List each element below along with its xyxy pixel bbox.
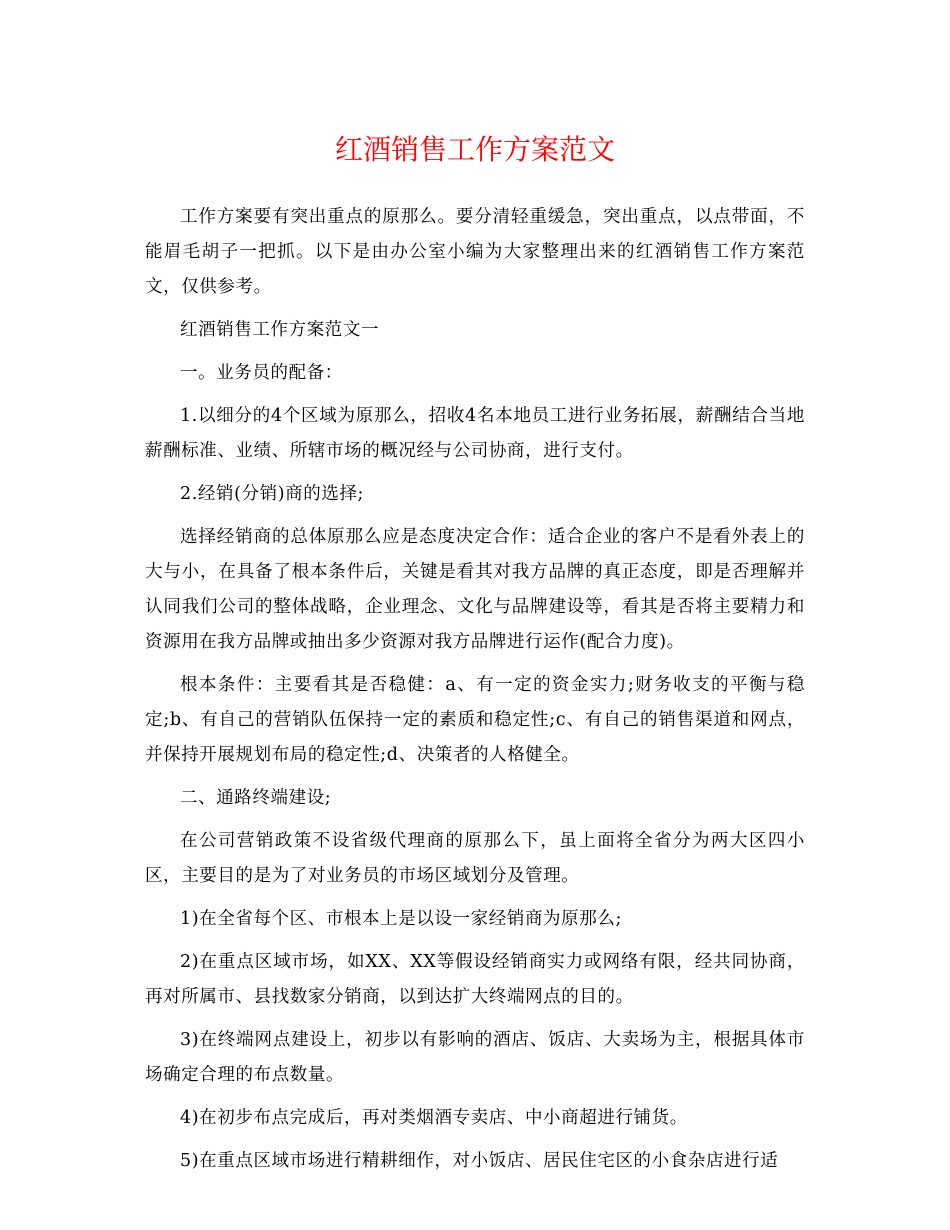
document-title: 红酒销售工作方案范文 [334,133,615,166]
paragraph: 5)在重点区域市场进行精耕细作，对小饭店、居民住宅区的小食杂店进行适 [180,1151,779,1171]
paragraph: 工作方案要有突出重点的原那么。要分清轻重缓急，突出重点，以点带面，不能眉毛胡子一把抓。以下是由办公室小编为大家整理出来的红酒销售工作方案范文，仅供参考。 [145,207,805,297]
paragraph: 二、通路终端建设; [180,788,332,808]
paragraph: 红酒销售工作方案范文一 [180,320,380,340]
document-page [145,130,805,1187]
paragraph: 1)在全省每个区、市根本上是以设一家经销商为原那么; [180,909,622,929]
paragraph: 一。业务员的配备： [180,363,343,383]
paragraph: 2.经销(分销)商的选择; [180,484,365,504]
paragraph: 根本条件：主要看其是否稳健：a、有一定的资金实力;财务收支的平衡与稳定;b、有自己的营销队伍保持一定的素质和稳定性;c、有自己的销售渠道和网点，并保持开展规划布局的稳定性;d、决策者的人格健全。 [145,675,805,765]
paragraph: 3)在终端网点建设上，初步以有影响的酒店、饭店、大卖场为主，根据具体市场确定合理的布点数量。 [145,1030,805,1085]
paragraph: 选择经销商的总体原那么应是态度决定合作：适合企业的客户不是看外表上的大与小，在具备了根本条件后，关键是看其对我方品牌的真正态度，即是否理解并认同我们公司的整体战略，企业理念、文化与品牌建设等，看其是否将主要精力和资源用在我方品牌或抽出多少资源对我方品牌进行运作(配合力度)。 [145,527,805,652]
paragraph: 在公司营销政策不设省级代理商的原那么下，虽上面将全省分为两大区四小区，主要目的是为了对业务员的市场区域划分及管理。 [145,831,805,886]
paragraph: 2)在重点区域市场，如XX、XX等假设经销商实力或网络有限，经共同协商，再对所属市、县找数家分销商，以到达扩大终端网点的目的。 [145,952,805,1007]
paragraph: 4)在初步布点完成后，再对类烟酒专卖店、中小商超进行铺货。 [180,1108,688,1128]
paragraph: 1.以细分的4个区域为原那么，招收4名本地员工进行业务拓展，薪酬结合当地薪酬标准、业绩、所辖市场的概况经与公司协商，进行支付。 [145,406,805,461]
